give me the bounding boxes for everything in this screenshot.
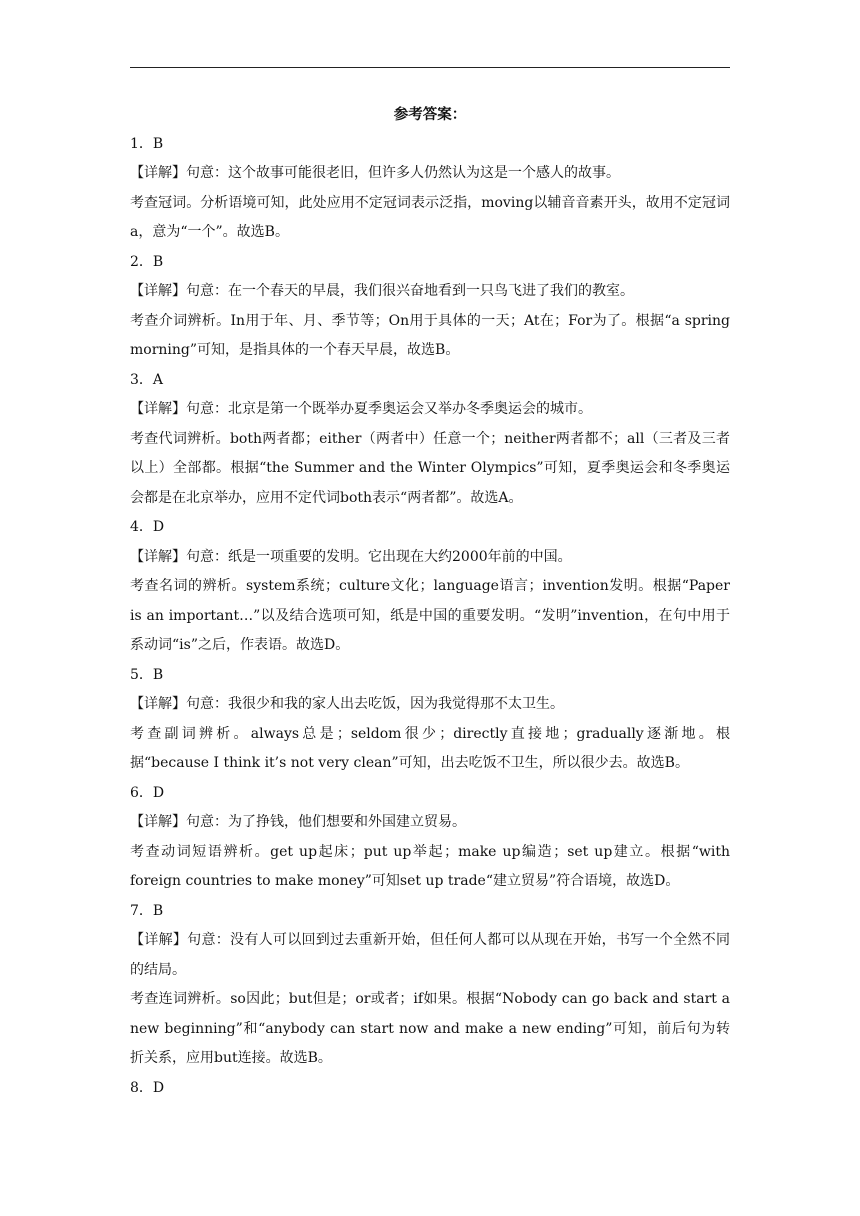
question-1 xyxy=(130,130,730,248)
answers-title: 参考答案： xyxy=(393,106,467,123)
question-4 xyxy=(130,513,730,661)
question-analysis: 考查连词辨析。so因此；but但是；or或者；if如果。根据“Nobody can go back and start a new beginning”和“anybody can start now and make a new ending”可知，前后句为转折关系，应用but连接。故选B。 xyxy=(130,991,730,1066)
question-translation: 【详解】句意：北京是第一个既举办夏季奥运会又举办冬季奥运会的城市。 xyxy=(130,401,592,417)
header-rule xyxy=(130,67,730,68)
question-3 xyxy=(130,366,730,514)
question-translation: 【详解】句意：纸是一项重要的发明。它出现在大约2000年前的中国。 xyxy=(130,548,572,565)
question-analysis: 考查名词的辨析。system系统；culture文化；language语言；invention发明。根据“Paper is an important…”以及结合选项可知，纸是中国的重要发明。“发明”invention，在句中用于系动词“is”之后，作表语。故选D。 xyxy=(130,578,730,653)
question-5 xyxy=(130,661,730,779)
question-6 xyxy=(130,779,730,897)
question-number: 7．B xyxy=(130,902,164,919)
question-translation: 【详解】句意：我很少和我的家人出去吃饭，因为我觉得那不太卫生。 xyxy=(130,696,564,712)
question-number: 8．D xyxy=(130,1079,165,1096)
question-analysis: 考查副词辨析。always总是；seldom很少；directly直接地；gradually逐渐地。根据“because I think it’s not very clean”可知，出去吃饭不卫生，所以很少去。故选B。 xyxy=(130,725,730,771)
question-7 xyxy=(130,897,730,1074)
question-number: 4．D xyxy=(130,519,165,535)
question-number: 3．A xyxy=(130,371,164,388)
answer-content xyxy=(130,100,730,1103)
question-number: 6．D xyxy=(130,784,165,801)
question-analysis: 考查冠词。分析语境可知，此处应用不定冠词表示泛指，moving以辅音音素开头，故用不定冠词a，意为“一个”。故选B。 xyxy=(130,194,730,240)
question-number: 5．B xyxy=(130,666,164,683)
question-8 xyxy=(130,1074,730,1104)
question-translation: 【详解】句意：为了挣钱，他们想要和外国建立贸易。 xyxy=(130,814,466,830)
question-2 xyxy=(130,248,730,366)
question-analysis: 考查介词辨析。In用于年、月、季节等；On用于具体的一天；At在；For为了。根据“a spring morning”可知，是指具体的一个春天早晨，故选B。 xyxy=(130,312,730,358)
question-translation: 【详解】句意：没有人可以回到过去重新开始，但任何人都可以从现在开始，书写一个全然不同的结局。 xyxy=(130,932,730,978)
question-number: 1．B xyxy=(130,135,164,152)
question-translation: 【详解】句意：这个故事可能很老旧，但许多人仍然认为这是一个感人的故事。 xyxy=(130,165,620,181)
question-analysis: 考查代词辨析。both两者都；either（两者中）任意一个；neither两者都不；all（三者及三者以上）全部都。根据“the Summer and the Winter Olympics”可知，夏季奥运会和冬季奥运会都是在北京举办，应用不定代词both表示“两者都”。故选A。 xyxy=(130,430,730,506)
question-analysis: 考查动词短语辨析。get up起床；put up举起；make up编造；set up建立。根据“with foreign countries to make money”可知set up trade“建立贸易”符合语境，故选D。 xyxy=(130,843,730,889)
question-number: 2．B xyxy=(130,253,164,270)
question-translation: 【详解】句意：在一个春天的早晨，我们很兴奋地看到一只鸟飞进了我们的教室。 xyxy=(130,283,634,299)
